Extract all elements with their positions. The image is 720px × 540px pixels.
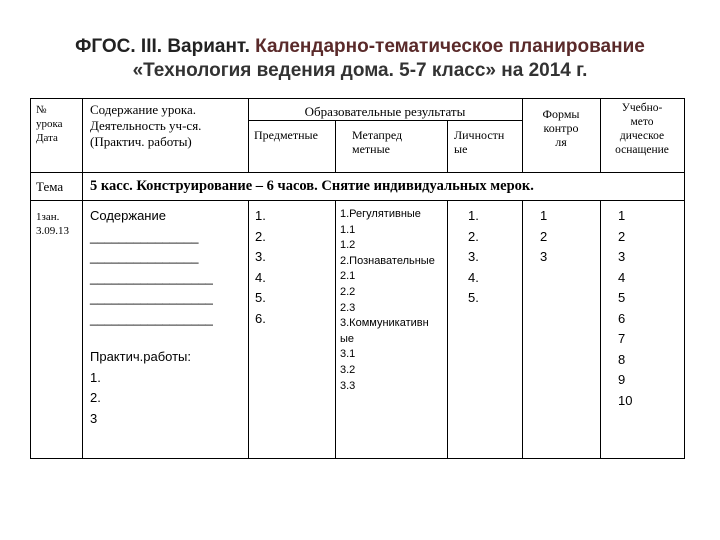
lesson-content xyxy=(90,206,246,329)
support-item: 9 xyxy=(618,372,626,387)
table-border-right xyxy=(684,98,685,459)
meta-item: 3.1 xyxy=(340,348,356,361)
personal-item: 2. xyxy=(468,228,479,244)
meta-item: 1.1 xyxy=(340,223,356,236)
meta-item: 2.3 xyxy=(340,301,356,314)
subject-item: 4. xyxy=(255,269,266,285)
header-forms-line-2: контро xyxy=(543,121,579,135)
col-divider-1 xyxy=(82,98,83,459)
theme-label: Тема xyxy=(36,179,64,194)
col-divider-6 xyxy=(600,200,601,459)
page-title-line-2: «Технология ведения дома. 5-7 класс» на 2014 г. xyxy=(132,60,588,81)
forms-item: 1 xyxy=(540,208,548,223)
subject-item: 6. xyxy=(255,310,266,326)
header-num-line-3: Дата xyxy=(36,132,58,144)
lesson-date-line-1: 1зан. xyxy=(36,211,60,223)
header-subject-results: Предметные xyxy=(254,128,318,142)
subject-results-list xyxy=(255,206,266,329)
col-divider-4 xyxy=(447,200,448,459)
support-item: 1 xyxy=(618,208,626,223)
support-item: 8 xyxy=(618,351,626,367)
personal-item: 3. xyxy=(468,249,479,264)
col-divider-2 xyxy=(248,200,249,459)
header-num-line-2: урока xyxy=(36,118,63,130)
header-lesson-content xyxy=(90,102,248,150)
table-border-bottom xyxy=(30,458,685,459)
header-content-line-2: Деятельность уч-ся. xyxy=(90,118,202,133)
personal-item: 1. xyxy=(468,208,479,223)
meta-item: 2.2 xyxy=(340,285,356,298)
meta-item: 3.2 xyxy=(340,363,356,376)
support-item: 7 xyxy=(618,331,626,346)
subject-item: 3. xyxy=(255,249,266,264)
meta-item: 1.Регулятивные xyxy=(340,208,421,220)
header-methodical-support xyxy=(600,101,684,157)
lesson-date xyxy=(36,210,69,238)
forms-item: 2 xyxy=(540,228,548,244)
content-blank-line: _________________ xyxy=(90,269,213,285)
header-control-forms xyxy=(522,107,600,149)
header-meta-line-1: Метапред xyxy=(352,128,403,142)
methodical-support-list xyxy=(618,206,632,411)
title-prefix: ФГОС. III. Вариант. xyxy=(75,36,250,57)
col-divider-3 xyxy=(335,200,336,459)
content-blank-line: _______________ xyxy=(90,249,199,264)
meta-item: 3.Коммуникативн xyxy=(340,317,429,330)
header-lesson-number xyxy=(36,103,82,145)
forms-item: 3 xyxy=(540,249,548,264)
meta-results-list xyxy=(340,207,435,394)
header-content-line-1: Содержание урока. xyxy=(90,102,197,117)
header-support-line-2: мето xyxy=(630,116,654,128)
page-title-line-1 xyxy=(0,36,720,58)
theme-text: 5 касс. Конструирование – 6 часов. Снятие индивидуальных мерок. xyxy=(90,178,534,194)
title-suffix: Календарно-тематическое планирование xyxy=(255,36,645,57)
content-blank-line: _________________ xyxy=(90,310,213,326)
col-divider-4-header xyxy=(447,120,448,172)
col-divider-5 xyxy=(522,200,523,459)
table-border-left xyxy=(30,98,31,459)
header-meta-line-2: метные xyxy=(352,142,390,156)
personal-item: 4. xyxy=(468,269,479,285)
personal-results-list xyxy=(468,206,479,309)
subject-item: 5. xyxy=(255,290,266,305)
content-blank-line: _______________ xyxy=(90,228,199,244)
header-forms-line-1: Формы xyxy=(542,107,580,121)
header-personal-line-1: Личностн xyxy=(454,128,505,142)
header-support-line-1: Учебно- xyxy=(621,102,663,114)
support-item: 10 xyxy=(618,392,633,408)
subject-item: 1. xyxy=(255,208,266,223)
table-border-top xyxy=(30,98,685,99)
control-forms-list xyxy=(540,206,547,268)
col-divider-3-header xyxy=(335,120,336,172)
header-support-line-3: дическое xyxy=(619,130,665,142)
practical-item: 2. xyxy=(90,390,101,405)
meta-item: 3.3 xyxy=(340,379,356,392)
practical-item: 3 xyxy=(90,410,98,426)
meta-item: 1.2 xyxy=(340,239,356,252)
header-results-group: Образовательные результаты xyxy=(304,104,466,119)
subject-item: 2. xyxy=(255,228,266,244)
theme-separator xyxy=(30,200,685,201)
content-blank-line: _________________ xyxy=(90,290,213,305)
header-personal-results xyxy=(454,128,522,156)
header-content-line-3: (Практич. работы) xyxy=(90,134,192,149)
support-item: 2 xyxy=(618,228,626,244)
header-support-line-4: оснащение xyxy=(615,144,669,156)
meta-item: 2.Познавательные xyxy=(340,254,435,267)
header-personal-line-2: ые xyxy=(454,142,468,156)
meta-item: 2.1 xyxy=(340,270,356,283)
practical-label: Практич.работы: xyxy=(90,349,191,364)
header-meta-results xyxy=(352,128,446,156)
practical-item: 1. xyxy=(90,369,101,385)
support-item: 4 xyxy=(618,269,626,285)
header-num-line-1: № xyxy=(36,104,47,116)
content-label: Содержание xyxy=(90,208,166,223)
practical-works xyxy=(90,347,246,429)
support-item: 3 xyxy=(618,249,626,264)
support-item: 6 xyxy=(618,310,626,326)
support-item: 5 xyxy=(618,290,626,305)
results-group-underline xyxy=(248,120,522,121)
lesson-date-line-2: 3.09.13 xyxy=(36,225,69,237)
header-forms-line-3: ля xyxy=(555,135,567,149)
personal-item: 5. xyxy=(468,290,479,305)
header-separator xyxy=(30,172,685,173)
meta-item: ые xyxy=(340,332,355,345)
